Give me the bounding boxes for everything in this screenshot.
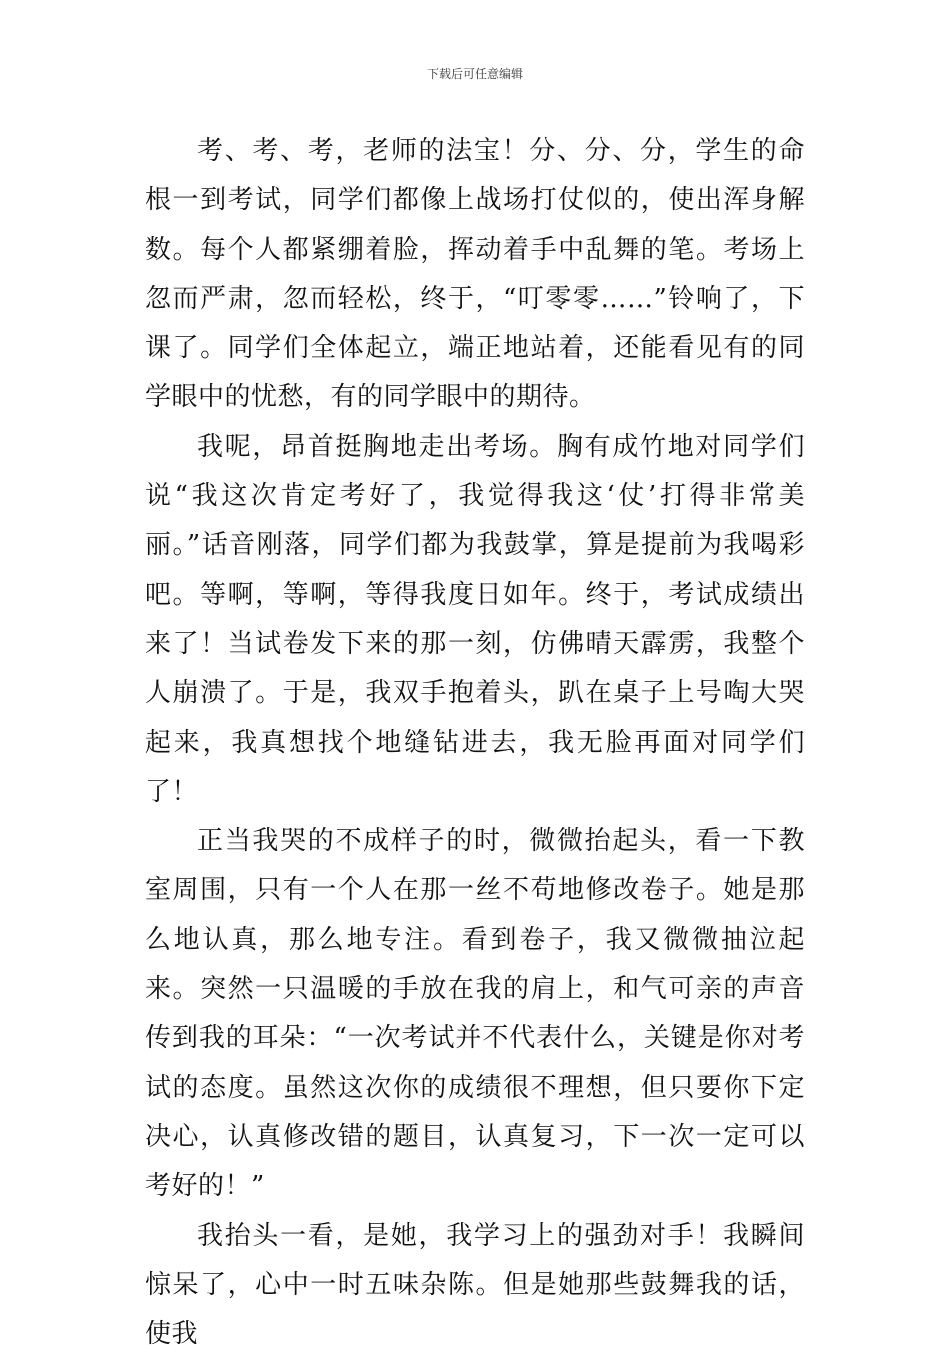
paragraph-2: 我呢，昂首挺胸地走出考场。胸有成竹地对同学们说“我这次肯定考好了，我觉得我这‘仗’打得非常美丽。”话音刚落，同学们都为我鼓掌，算是提前为我喝彩吧。等啊，等啊，等得我度日如年。终于，考试成绩出来了！当试卷发下来的那一刻，仿佛晴天霹雳，我整个人崩溃了。于是，我双手抱着头，趴在桌子上号啕大哭起来，我真想找个地缝钻进去，我无脸再面对同学们了！ — [145, 431, 805, 807]
paragraph-3: 正当我哭的不成样子的时，微微抬起头，看一下教室周围，只有一个人在那一丝不苟地修改卷子。她是那么地认真，那么地专注。看到卷子，我又微微抽泣起来。突然一只温暖的手放在我的肩上，和气可亲的声音传到我的耳朵：“一次考试并不代表什么，关键是你对考试的态度。虽然这次你的成绩很不理想，但只要你下定决心，认真修改错的题目，认真复习，下一次一定可以考好的！” — [145, 826, 805, 1202]
document-body — [145, 127, 805, 1359]
paragraph-1: 考、考、考，老师的法宝！分、分、分，学生的命根一到考试，同学们都像上战场打仗似的，使出浑身解数。每个人都紧绷着脸，挥动着手中乱舞的笔。考场上忽而严肃，忽而轻松，终于，“叮零零……”铃响了，下课了。同学们全体起立，端正地站着，还能看见有的同学眼中的忧愁，有的同学眼中的期待。 — [145, 136, 805, 413]
header-note: 下载后可任意编辑 — [426, 67, 523, 81]
paragraph-4: 我抬头一看，是她，我学习上的强劲对手！我瞬间惊呆了，心中一时五味杂陈。但是她那些鼓舞我的话，使我 — [145, 1220, 805, 1350]
